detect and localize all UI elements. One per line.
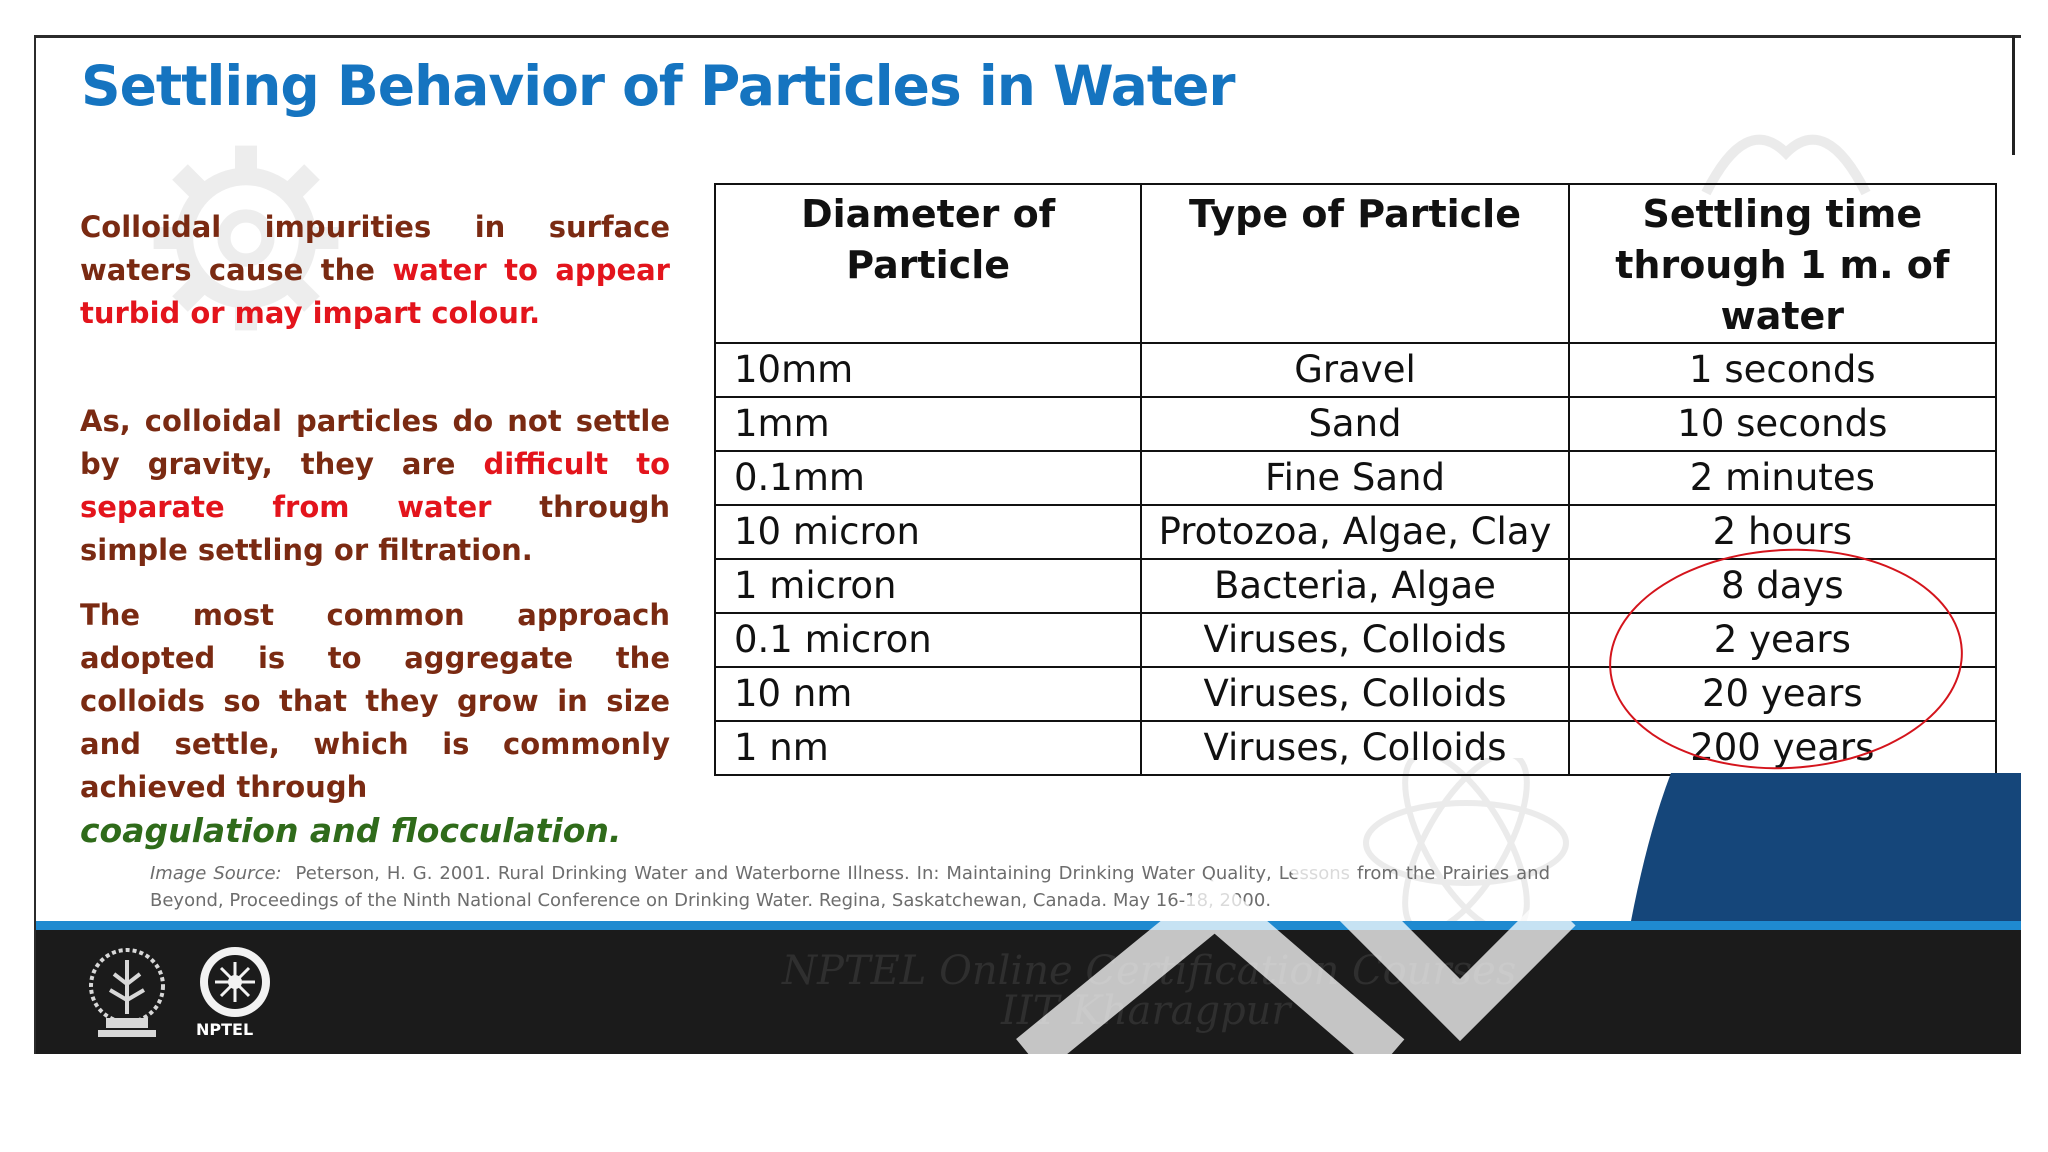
cell-diameter: 10 micron [715,505,1141,559]
cell-time: 2 minutes [1569,451,1996,505]
cell-diameter: 1 micron [715,559,1141,613]
cell-type: Bacteria, Algae [1141,559,1568,613]
footer-course-text: NPTEL Online Certification Courses [782,948,1517,994]
cell-type: Viruses, Colloids [1141,613,1568,667]
highlighted-text: water to appear turbid or may impart colour. [80,253,670,330]
footer-bar [36,930,2021,1054]
source-label: Image Source: [150,863,282,884]
cell-diameter: 1 nm [715,721,1141,775]
cell-type: Fine Sand [1141,451,1568,505]
header-type: Type of Particle [1141,184,1568,343]
cell-time: 2 years [1569,613,1996,667]
cell-type: Protozoa, Algae, Clay [1141,505,1568,559]
footer-accent-line [36,921,2021,930]
cell-diameter: 10mm [715,343,1141,397]
period: . [608,811,622,850]
nptel-logo-icon [194,944,276,1020]
cell-type: Gravel [1141,343,1568,397]
paragraph-text: through simple settling or filtration. [80,490,670,567]
cell-type: Sand [1141,397,1568,451]
cell-time: 20 years [1569,667,1996,721]
cell-diameter: 0.1mm [715,451,1141,505]
cell-time: 1 seconds [1569,343,1996,397]
cell-type: Viruses, Colloids [1141,721,1568,775]
cell-diameter: 1mm [715,397,1141,451]
slide-edge [2012,35,2015,155]
source-text: Peterson, H. G. 2001. Rural Drinking Water and Waterborne Illness. In: Maintaining Drinking Water Quality, Lessons from the Prairies and Beyond, Proceedings of the Ninth National Conference on Drinking Water. Regina, Saskatchewan, Canada. May 16-18, 2000. [150,863,1550,911]
paragraph-text: As, colloidal particles do not settle by gravity, they are [80,404,670,481]
paragraph-text: The most common approach adopted is to aggregate the colloids so that they grow in size and settle, which is commonly achieved through [80,598,670,804]
paragraph-text: Colloidal impurities in surface waters cause the [80,210,670,287]
header-diameter: Diameter of Particle [715,184,1141,343]
slide [34,35,2021,1054]
cell-diameter: 10 nm [715,667,1141,721]
iit-logo-icon [84,944,170,1040]
cell-time: 8 days [1569,559,1996,613]
cell-time: 2 hours [1569,505,1996,559]
cell-time: 10 seconds [1569,397,1996,451]
cell-time: 200 years [1569,721,1996,775]
nptel-label: NPTEL [196,1020,254,1039]
slide-title: Settling Behavior of Particles in Water [81,54,1235,118]
header-settling-time: Settling time through 1 m. of water [1569,184,1996,343]
italic-emphasis: coagulation and flocculation [80,811,609,850]
footer-institute-text: IIT Kharagpur [1001,988,1291,1034]
cell-diameter: 0.1 micron [715,613,1141,667]
cell-type: Viruses, Colloids [1141,667,1568,721]
highlighted-text: difficult to separate from water [80,447,670,524]
image-source-citation [150,860,1550,914]
